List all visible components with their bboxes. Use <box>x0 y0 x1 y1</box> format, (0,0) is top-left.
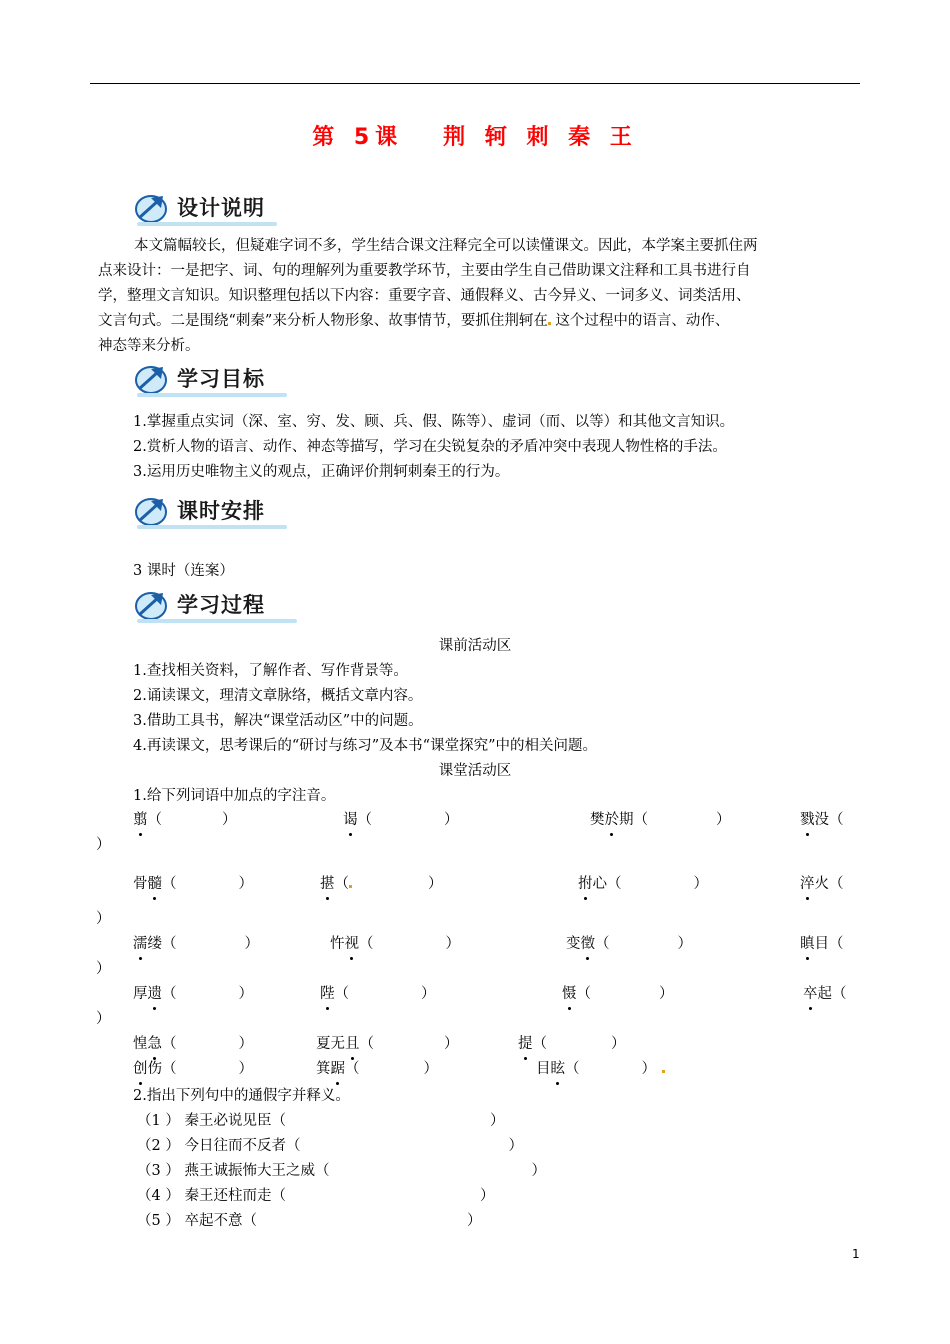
open-paren: （ <box>832 986 847 1002</box>
close-paren: ） <box>508 1138 523 1154</box>
arrow-circle-icon <box>133 363 173 395</box>
close-paren: ） <box>423 1061 438 1077</box>
close-paren: ） <box>238 986 253 1002</box>
open-paren: （ <box>334 986 349 1002</box>
pre-class-item: 2.诵读课文，理清文章脉络，概括文章内容。 <box>133 688 423 704</box>
word-text: 目 <box>814 936 829 952</box>
dotted-char: 髓 <box>148 872 163 893</box>
open-paren: （ <box>162 1036 177 1052</box>
top-rule <box>90 83 860 84</box>
highlight-marker <box>349 885 352 888</box>
dotted-char: 翦 <box>133 808 148 829</box>
sentence-number: （1 ） <box>137 1113 185 1129</box>
close-paren: ） <box>445 936 460 952</box>
close-paren: ） <box>428 876 443 892</box>
close-paren: ） <box>222 812 237 828</box>
goal-item: 2.赏析人物的语言、动作、神态等描写，学习在尖锐复杂的矛盾冲突中表现人物性格的手法。 <box>133 439 727 455</box>
dotted-char: 慑 <box>562 982 577 1003</box>
sentence-number: （2 ） <box>137 1138 185 1154</box>
dotted-char: 陛 <box>320 982 335 1003</box>
close-paren: ） <box>444 812 459 828</box>
design-paragraph <box>98 234 860 359</box>
dotted-char: 拊 <box>578 872 593 893</box>
open-paren: （ <box>595 936 610 952</box>
pre-class-item: 4.再读课文，思考课后的“研讨与练习”及本书“课堂探究”中的相关问题。 <box>133 738 597 754</box>
dotted-char: 戮 <box>800 808 815 829</box>
pinyin-item <box>578 872 708 893</box>
word-text: 伤 <box>147 1061 162 1077</box>
goal-item: 3.运用历史唯物主义的观点，正确评价荆轲刺秦王的行为。 <box>133 464 510 480</box>
word-text: 变 <box>566 936 581 952</box>
pinyin-item <box>562 982 674 1003</box>
word-text: 惶 <box>133 1036 148 1052</box>
close-paren: ） <box>611 1036 626 1052</box>
question-2: 2.指出下列句中的通假字并释义。 <box>133 1088 350 1104</box>
open-paren: （ <box>607 876 622 892</box>
open-paren: （ <box>829 876 844 892</box>
dotted-char: 眩 <box>551 1057 566 1078</box>
pinyin-item <box>320 872 443 893</box>
close-paren-wrapped: ） <box>96 961 111 977</box>
pinyin-item <box>316 1032 459 1053</box>
sentence-text: 秦王必说见臣（ <box>184 1113 286 1129</box>
pre-class-item: 3.借助工具书，解决“课堂活动区”中的问题。 <box>133 713 423 729</box>
design-line: 文言句式。二是围绕“刺秦”来分析人物形象、故事情节，要抓住荆轲在 <box>98 313 548 329</box>
word-text: 骨 <box>133 876 148 892</box>
open-paren: （ <box>565 1061 580 1077</box>
pinyin-item <box>320 982 436 1003</box>
pinyin-item <box>133 808 237 829</box>
dotted-char: 谒 <box>343 808 358 829</box>
pinyin-item <box>133 1057 253 1078</box>
close-paren: ） <box>238 1061 253 1077</box>
design-line: 点来设计：一是把字、词、句的理解列为重要教学环节，主要由学生自己借助课文注释和工具书进行自 <box>98 263 751 279</box>
word-text: 期 <box>619 812 634 828</box>
tongjia-sentence <box>137 1209 481 1230</box>
section-label: 学习目标 <box>177 367 265 391</box>
close-paren: ） <box>244 936 259 952</box>
close-paren: ） <box>716 812 731 828</box>
pinyin-item <box>133 1032 253 1053</box>
open-paren: （ <box>162 936 177 952</box>
sentence-number: （3 ） <box>137 1163 185 1179</box>
close-paren: ） <box>489 1113 505 1129</box>
pinyin-item <box>800 808 844 829</box>
word-text: 樊 <box>590 812 605 828</box>
pinyin-item <box>803 982 847 1003</box>
open-paren: （ <box>359 1036 374 1052</box>
question-1: 1.给下列词语中加点的字注音。 <box>133 788 336 804</box>
open-paren: （ <box>162 986 177 1002</box>
word-text: 夏无 <box>316 1036 345 1052</box>
close-paren: ） <box>677 936 692 952</box>
close-paren: ） <box>238 1036 253 1052</box>
sentence-text: 燕王诚振怖大王之威（ <box>184 1163 330 1179</box>
section-label: 课时安排 <box>177 499 265 523</box>
section-heading-goals <box>133 359 303 399</box>
dotted-char: 卒 <box>803 982 818 1003</box>
open-paren: （ <box>345 1061 360 1077</box>
dotted-char: 提 <box>518 1032 533 1053</box>
dotted-char: 遗 <box>148 982 163 1003</box>
dotted-char: 於 <box>605 808 620 829</box>
pinyin-item <box>133 872 253 893</box>
arrow-circle-icon <box>133 192 173 224</box>
close-paren: ） <box>421 986 436 1002</box>
open-paren: （ <box>357 812 372 828</box>
pinyin-item <box>343 808 459 829</box>
open-paren: （ <box>576 986 591 1002</box>
arrow-circle-icon <box>133 495 173 527</box>
dotted-char: 徵 <box>581 932 596 953</box>
close-paren: ） <box>238 876 253 892</box>
dotted-char: 急 <box>148 1032 163 1053</box>
open-paren: （ <box>147 812 162 828</box>
goal-item: 1.掌握重点实词（深、室、穷、发、顾、兵、假、陈等）、虚词（而、以等）和其他文言知识。 <box>133 414 735 430</box>
pre-class-item: 1.查找相关资料，了解作者、写作背景等。 <box>133 663 408 679</box>
pinyin-item <box>566 932 692 953</box>
open-paren: （ <box>532 1036 547 1052</box>
pinyin-item <box>590 808 731 829</box>
pinyin-item <box>316 1057 438 1078</box>
design-line: 本文篇幅较长，但疑难字词不多，学生结合课文注释完全可以读懂课文。因此，本学案主要抓住两 <box>134 238 758 254</box>
word-text: 目 <box>536 1061 551 1077</box>
open-paren: （ <box>334 876 349 892</box>
dotted-char: 揕 <box>320 872 335 893</box>
close-paren: ） <box>693 876 708 892</box>
design-line: 学，整理文言知识。知识整理包括以下内容：重要字音、通假释义、古今异义、一词多义、词类活用、 <box>98 288 751 304</box>
close-paren: ） <box>466 1213 482 1229</box>
open-paren: （ <box>162 876 177 892</box>
tongjia-sentence <box>137 1184 494 1205</box>
section-heading-design <box>133 188 303 228</box>
design-line: 这个过程中的语言、动作、 <box>550 313 730 329</box>
open-paren: （ <box>359 936 374 952</box>
pinyin-item <box>133 932 259 953</box>
pinyin-item <box>330 932 460 953</box>
sentence-text: 秦王还柱而走（ <box>184 1188 286 1204</box>
highlight-marker <box>662 1070 665 1073</box>
sentence-text: 今日往而不反者（ <box>184 1138 301 1154</box>
close-paren: ） <box>444 1036 459 1052</box>
close-paren-wrapped: ） <box>96 837 111 853</box>
sentence-number: （4 ） <box>137 1188 185 1204</box>
page-title <box>0 120 950 151</box>
sentence-number: （5 ） <box>137 1213 185 1229</box>
section-heading-process <box>133 585 303 625</box>
tongjia-sentence <box>137 1134 523 1155</box>
word-text: 箕 <box>316 1061 331 1077</box>
word-text: 心 <box>592 876 607 892</box>
open-paren: （ <box>829 936 844 952</box>
lesson-name: 荆 轲 刺 秦 王 <box>443 125 638 150</box>
word-text: 忤 <box>330 936 345 952</box>
pre-class-heading: 课前活动区 <box>438 638 512 654</box>
page-number: 1 <box>852 1247 860 1261</box>
open-paren: （ <box>829 812 844 828</box>
word-text: 缕 <box>147 936 162 952</box>
dotted-char: 踞 <box>331 1057 346 1078</box>
word-text: 火 <box>814 876 829 892</box>
close-paren-wrapped: ） <box>96 1011 111 1027</box>
in-class-heading: 课堂活动区 <box>438 763 512 779</box>
tongjia-sentence <box>137 1109 504 1130</box>
tongjia-sentence <box>137 1159 546 1180</box>
word-text: 没 <box>814 812 829 828</box>
pinyin-item <box>133 982 253 1003</box>
close-paren: ） <box>479 1188 495 1204</box>
dotted-char: 且 <box>345 1032 360 1053</box>
section-label: 学习过程 <box>177 593 265 617</box>
open-paren: （ <box>633 812 648 828</box>
word-text: 厚 <box>133 986 148 1002</box>
dotted-char: 濡 <box>133 932 148 953</box>
design-line: 神态等来分析。 <box>98 338 200 354</box>
pinyin-item <box>800 932 844 953</box>
open-paren: （ <box>162 1061 177 1077</box>
section-heading-schedule <box>133 491 303 531</box>
dotted-char: 创 <box>133 1057 148 1078</box>
close-paren: ） <box>659 986 674 1002</box>
word-text: 起 <box>817 986 832 1002</box>
dotted-char: 淬 <box>800 872 815 893</box>
schedule-text: 3 课时（连案） <box>133 563 234 579</box>
dotted-char: 瞋 <box>800 932 815 953</box>
pinyin-item <box>536 1057 665 1078</box>
section-label: 设计说明 <box>177 196 265 220</box>
close-paren: ） <box>531 1163 546 1179</box>
dotted-char: 视 <box>345 932 360 953</box>
close-paren: ） <box>641 1061 656 1077</box>
pinyin-item <box>800 872 844 893</box>
sentence-text: 卒起不意（ <box>184 1213 257 1229</box>
arrow-circle-icon <box>133 589 173 621</box>
close-paren-wrapped: ） <box>96 911 111 927</box>
pinyin-item <box>518 1032 626 1053</box>
lesson-number: 第 5课 <box>312 125 404 150</box>
